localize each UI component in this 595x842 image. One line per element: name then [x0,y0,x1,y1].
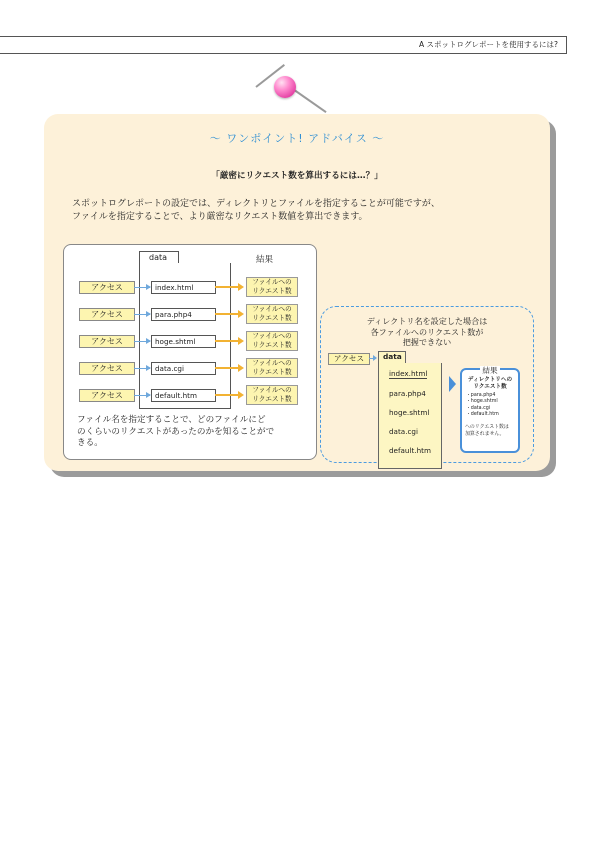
result-line1: ファイルへの [252,386,292,394]
advice-subtitle: 「厳密にリクエスト数を算出するには…？」 [211,171,383,181]
result-box [246,331,298,351]
file-label: data.cgi [151,362,216,375]
advice-body-line1: スポットログレポートの設定では、ディレクトリとファイルを指定することが可能ですが、 [72,199,440,209]
file-diagram-note [77,415,307,450]
arrow-right-icon [134,341,150,342]
access-label: アクセス [79,362,135,375]
advice-body-line2: ファイルを指定することで、より厳密なリクエスト数値を算出できます。 [72,212,368,222]
result-title: 結果 [482,366,498,375]
folder-label: data [383,352,402,361]
result-line2: リクエスト数 [252,340,292,349]
advice-body [72,198,532,224]
access-label: アクセス [79,389,135,402]
access-label: アクセス [79,335,135,348]
file-label: para.php4 [389,389,426,398]
arrow-right-icon [215,313,242,315]
arrow-right-icon [215,340,242,342]
arrow-right-icon [134,368,150,369]
arrow-right-icon [449,376,456,392]
result-line1: ファイルへの [252,278,292,286]
arrow-right-icon [215,367,242,369]
file-label: index.html [389,369,428,378]
advice-title: ～ ワンポイント! アドバイス ～ [209,132,385,145]
arrow-right-icon [134,395,150,396]
result-line1: ファイルへの [252,305,292,313]
directory-result-box [460,368,520,453]
arrow-right-icon [134,314,150,315]
file-label: data.cgi [389,427,418,436]
result-box [246,277,298,297]
result-file-list: ・para.php4 ・hoge.shtml ・data.cgi ・default.htm [466,393,499,417]
result-line1: ファイルへの [252,332,292,340]
directory-note-line3: 把握できない [402,337,452,347]
arrow-right-icon [215,286,242,288]
directory-diagram-panel [320,306,534,463]
access-label: アクセス [79,308,135,321]
directory-note [321,316,533,348]
result-line2: リクエスト数 [252,367,292,376]
result-line2: リクエスト数 [252,394,292,403]
file-label: default.htm [389,446,431,455]
result-line2: リクエスト数 [252,286,292,295]
note-line2: のくらいのリクエストがあったのかを知ることがで [77,426,275,437]
file-label: para.php4 [151,308,216,321]
result-box [246,385,298,405]
folder-label: data [149,253,168,262]
file-label: index.html [151,281,216,294]
result-footnote: へのリクエスト数は 加算されません。 [465,424,509,437]
note-line3: きる。 [77,438,103,448]
arrow-right-icon [215,394,242,396]
file-label: hoge.shtml [151,335,216,348]
access-label: アクセス [328,353,370,365]
access-label: アクセス [79,281,135,294]
advice-card [44,114,550,471]
header-title: A スポットログレポートを使用するには? [419,40,558,49]
directory-note-line1: ディレクトリ名を設定した場合は [366,316,488,326]
directory-note-line2: 各ファイルへのリクエスト数が [370,326,484,337]
result-box [246,358,298,378]
note-line1: ファイル名を指定することで、どのファイルにど [77,415,266,425]
file-label: default.htm [151,389,216,402]
page-header [0,36,567,54]
result-label: 結果 [256,255,274,265]
file-label: hoge.shtml [389,408,430,417]
result-line2: リクエスト数 [252,313,292,322]
pushpin-icon [274,76,296,98]
result-subtitle: ディレクトリへの リクエスト数 [467,377,513,390]
result-line1: ファイルへの [252,359,292,367]
arrow-right-icon [369,358,376,359]
result-box [246,304,298,324]
arrow-right-icon [134,287,150,288]
file-diagram-panel [63,244,317,460]
